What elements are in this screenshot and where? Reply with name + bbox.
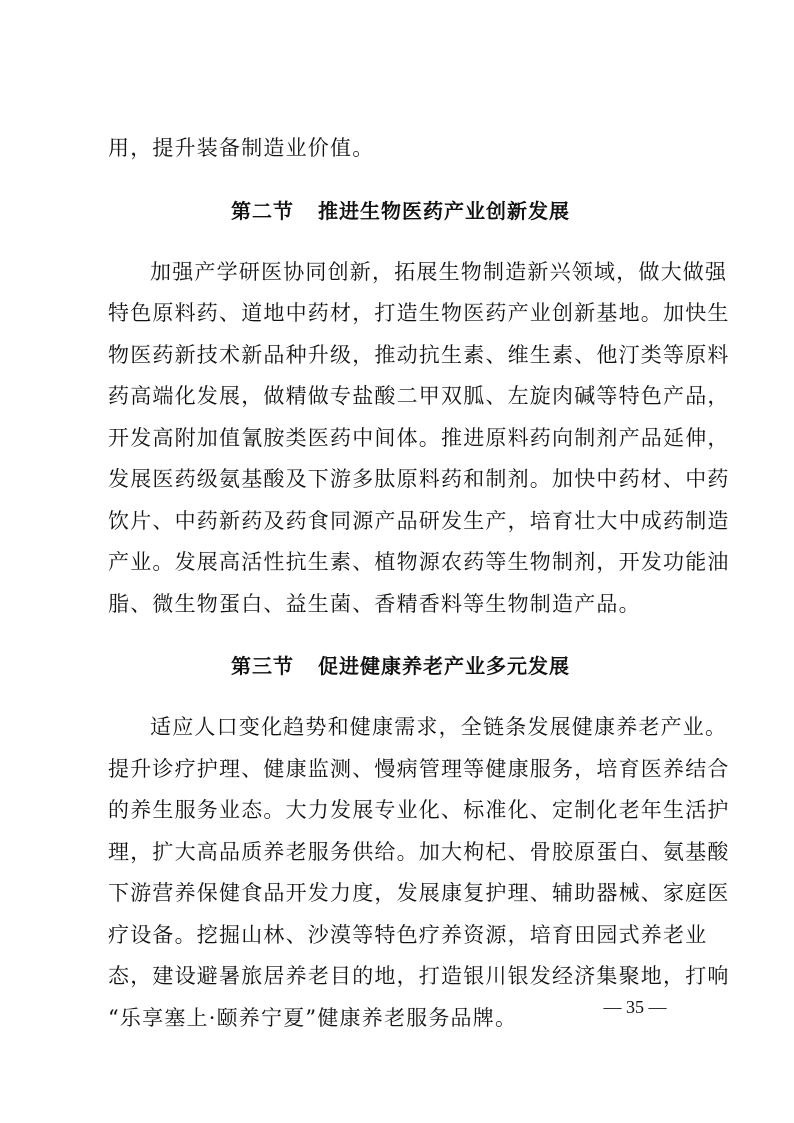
paragraph-line: 疗设备。挖掘山林、沙漠等特色疗养资源，培育田园式养老业	[108, 922, 708, 947]
section-heading	[108, 192, 693, 230]
paragraph-line: 开发高附加值氰胺类医药中间体。推进原料药向制剂产品延伸，	[108, 425, 730, 450]
section-number: 第三节	[231, 654, 294, 678]
paragraph-line: 下游营养保健食品开发力度，发展康复护理、辅助器械、家庭医	[108, 881, 730, 905]
section-number: 第二节	[231, 198, 294, 223]
paragraph-line: 理，扩大高品质养老服务供给。加大枸杞、骨胶原蛋白、氨基酸	[108, 839, 730, 864]
paragraph-line: 用，提升装备制造业价值。	[108, 136, 375, 160]
paragraph-line: 提升诊疗护理、健康监测、慢病管理等健康服务，培育医养结合	[108, 756, 730, 781]
paragraph-line: “乐享塞上·颐养宁夏”健康养老服务品牌。	[108, 1005, 518, 1030]
paragraph-line: 态，建设避暑旅居养老目的地，打造银川银发经济集聚地，打响	[108, 964, 730, 988]
paragraph-line: 药高端化发展，做精做专盐酸二甲双胍、左旋肉碱等特色产品，	[108, 384, 730, 408]
paragraph-line: 发展医药级氨基酸及下游多肽原料药和制剂。加快中药材、中药	[108, 467, 730, 491]
document-body	[108, 128, 730, 1039]
section-paragraph	[108, 707, 730, 1039]
paragraph-line: 饮片、中药新药及药食同源产品研发生产，培育壮大中成药制造	[108, 508, 730, 533]
paragraph-line: 特色原料药、道地中药材，打造生物医药产业创新基地。加快生	[108, 301, 730, 325]
paragraph-line: 加强产学研医协同创新，拓展生物制造新兴领域，做大做强	[150, 259, 728, 284]
section-heading	[108, 647, 693, 685]
paragraph-line: 物医药新技术新品种升级，推动抗生素、维生素、他汀类等原料	[108, 342, 730, 367]
section-title: 促进健康养老产业多元发展	[318, 654, 570, 678]
section-paragraph	[108, 252, 730, 626]
paragraph-line: 的养生服务业态。大力发展专业化、标准化、定制化老年生活护	[108, 798, 730, 822]
page-number: — 35 —	[603, 997, 667, 1017]
section-title: 推进生物医药产业创新发展	[318, 198, 570, 223]
paragraph-line: 脂、微生物蛋白、益生菌、香精香料等生物制造产品。	[108, 591, 641, 616]
paragraph-line: 适应人口变化趋势和健康需求，全链条发展健康养老产业。	[150, 715, 728, 739]
paragraph-line: 产业。发展高活性抗生素、植物源农药等生物制剂，开发功能油	[108, 550, 730, 574]
